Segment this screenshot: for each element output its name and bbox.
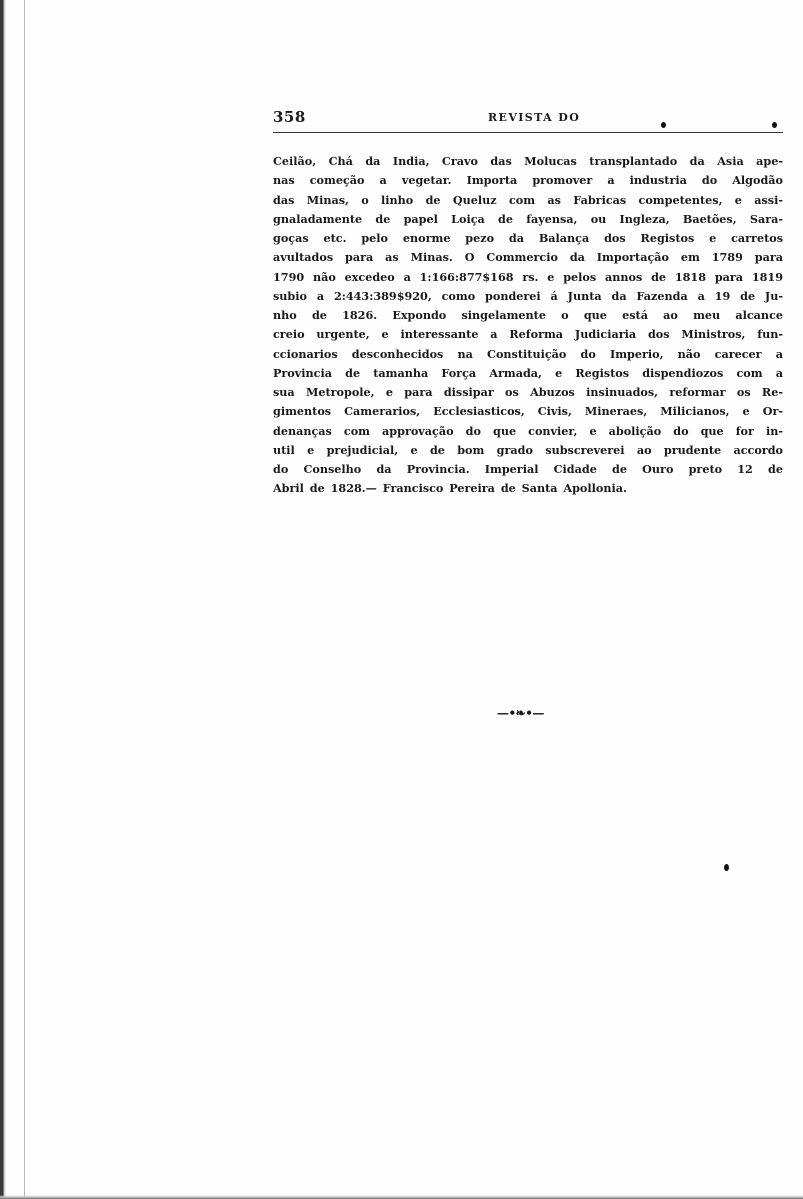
text-line: denanças com approvação do que convier, e abolição do que for in-	[273, 423, 783, 438]
page-number: 358	[273, 108, 306, 126]
text-line: creio urgente, e interessante a Reforma Judiciaria dos Ministros, fun-	[273, 327, 783, 342]
text-line: goças etc. pelo enorme pezo da Balança dos Registos e carretos	[273, 231, 783, 245]
text-line: subio a 2:443:389$920, como ponderei á Junta da Fazenda a 19 de Ju-	[273, 288, 783, 303]
scan-edge-left	[0, 0, 6, 1199]
page-header	[273, 108, 783, 132]
text-line: avultados para as Minas. O Commercio da Importação em 1789 para	[273, 250, 783, 265]
running-head: REVISTA DO	[488, 111, 581, 124]
header-dot	[661, 122, 666, 128]
text-line: Ceilão, Chá da India, Cravo das Molucas transplantado da Asia ape-	[273, 154, 783, 168]
text-line: nho de 1826. Expondo singelamente o que está ao meu alcance	[273, 308, 783, 322]
text-line: sua Metropole, e para dissipar os Abuzos insinuados, reformar os Re-	[273, 385, 783, 399]
signature-line: Abril de 1828.— Francisco Pereira de Santa Apollonia.	[273, 481, 627, 496]
text-line: gimentos Camerarios, Ecclesiasticos, Civis, Mineraes, Milicianos, e Or-	[273, 404, 783, 419]
text-line: util e prejudicial, e de bom grado subscreverei ao prudente accordo	[273, 442, 783, 457]
ink-speck	[724, 864, 729, 871]
text-line: das Minas, o linho de Queluz com as Fabricas competentes, e assi-	[273, 192, 783, 207]
text-line: Provincia de tamanha Força Armada, e Registos dispendiozos com a	[273, 365, 783, 380]
header-rule	[273, 132, 783, 133]
scan-edge-line	[24, 0, 25, 1199]
header-dot	[772, 122, 777, 128]
text-line: 1790 não excedeo a 1:166:877$168 rs. e pelos annos de 1818 para 1819	[273, 269, 783, 284]
text-line: nas começão a vegetar. Importa promover a industria do Algodão	[273, 173, 783, 188]
body-paragraph	[273, 152, 783, 499]
section-end-ornament: —•❧•—	[497, 706, 544, 720]
scan-edge-bottom	[0, 1195, 803, 1199]
text-line: ccionarios desconhecidos na Constituição do Imperio, não carecer a	[273, 346, 783, 361]
text-line: gnaladamente de papel Loiça de fayensa, ou Ingleza, Baetões, Sara-	[273, 211, 783, 226]
text-line: do Conselho da Provincia. Imperial Cidade de Ouro preto 12 de	[273, 462, 783, 476]
